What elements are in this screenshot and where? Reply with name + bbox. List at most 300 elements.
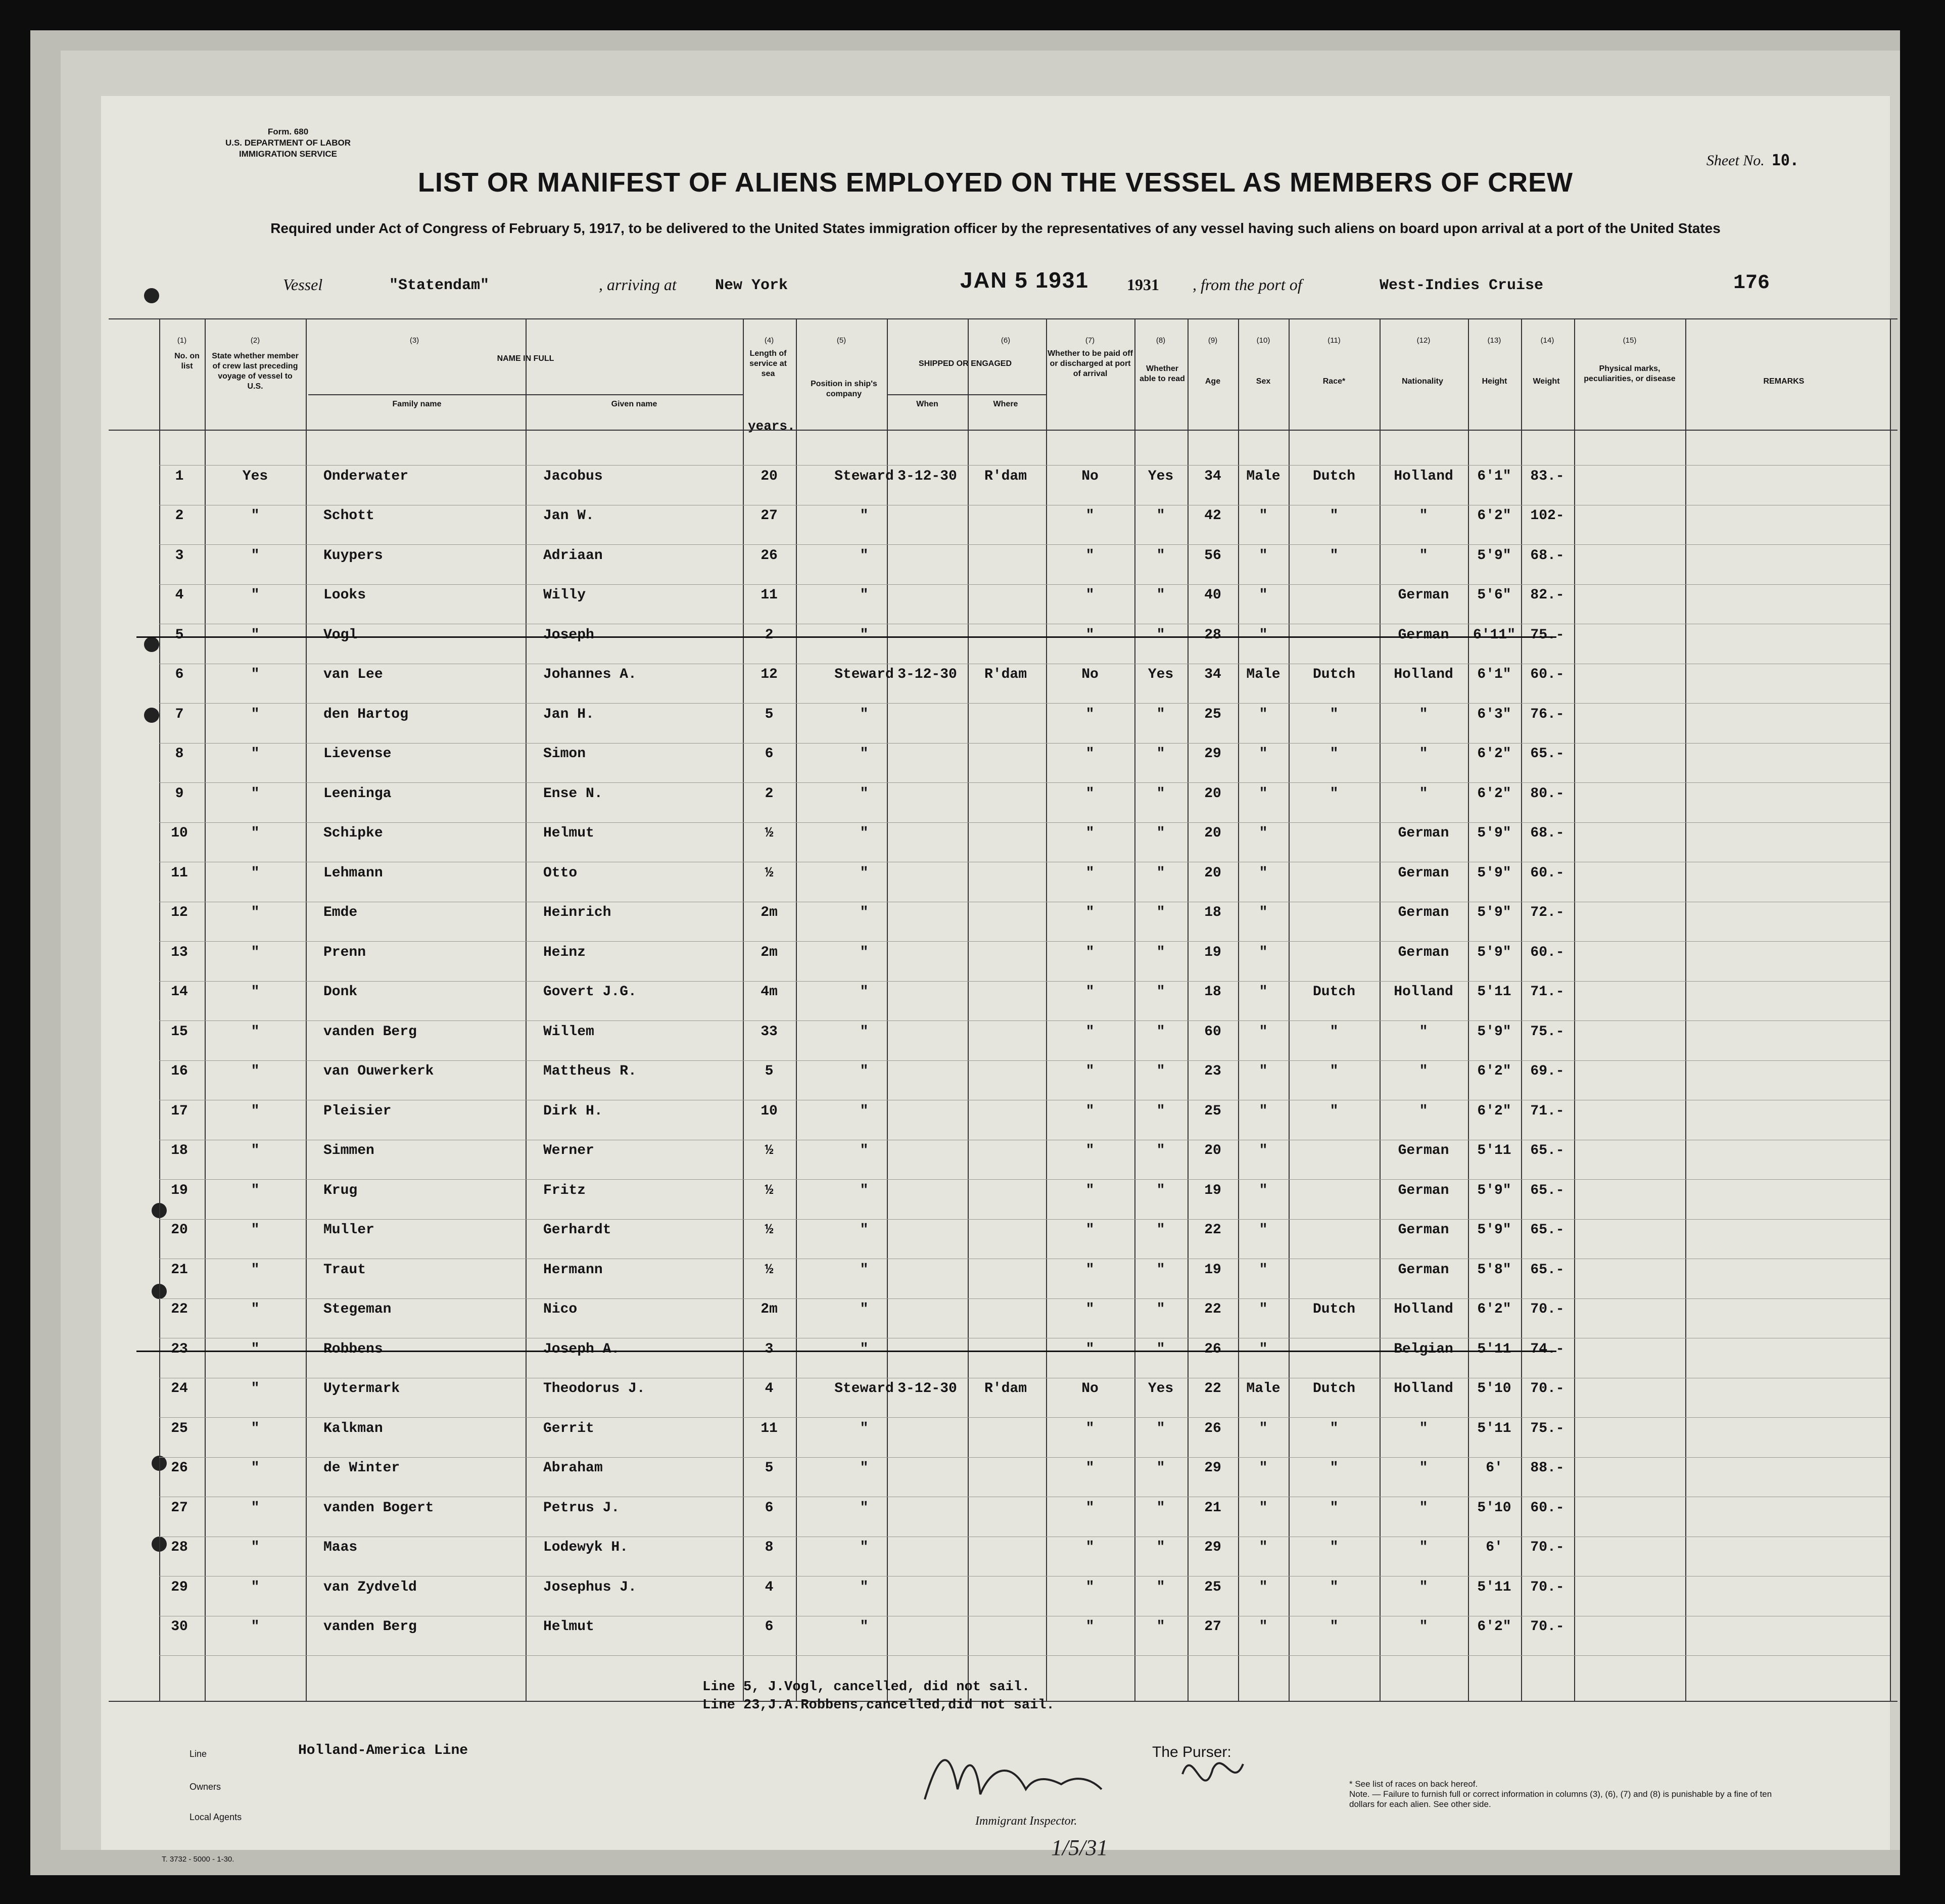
cell-given: Gerrit xyxy=(543,1420,594,1436)
cell-length: 10 xyxy=(761,1103,778,1119)
cell-position: " xyxy=(860,825,869,841)
cell-sex: " xyxy=(1259,1302,1268,1317)
cell-read: " xyxy=(1156,1500,1165,1516)
cell-when: 3-12-30 xyxy=(897,667,957,682)
cell-height: 5'9" xyxy=(1477,944,1511,960)
cell-paid: " xyxy=(1085,944,1095,960)
cell-height: 6'11" xyxy=(1473,627,1516,643)
cell-member: " xyxy=(251,627,260,643)
cell-no: 8 xyxy=(175,746,184,762)
column-number: (2) xyxy=(250,336,260,345)
cell-height: 6'2" xyxy=(1477,1063,1511,1079)
cell-paid: " xyxy=(1085,746,1095,762)
cell-family: Kalkman xyxy=(323,1420,383,1436)
cell-age: 29 xyxy=(1204,746,1221,762)
cell-given: Mattheus R. xyxy=(543,1063,637,1079)
cell-no: 11 xyxy=(171,865,188,881)
cell-member: " xyxy=(251,785,260,802)
cell-length: 4m xyxy=(761,984,778,1000)
cell-no: 14 xyxy=(171,984,188,1000)
cell-height: 6'3" xyxy=(1477,706,1511,722)
cell-weight: 71.- xyxy=(1530,1103,1564,1119)
cell-sex: " xyxy=(1259,706,1268,722)
cell-sex: " xyxy=(1259,905,1268,920)
cell-height: 6'2" xyxy=(1477,508,1511,524)
row-rule xyxy=(159,584,1890,585)
cell-length: 5 xyxy=(765,1460,774,1476)
cell-weight: 65.- xyxy=(1530,1182,1564,1198)
header-remarks: REMARKS xyxy=(1763,377,1805,386)
cell-family: vanden Berg xyxy=(323,1619,417,1635)
header-weight: Weight xyxy=(1533,377,1560,386)
cell-paid: " xyxy=(1085,1182,1095,1198)
cell-given: Theodorus J. xyxy=(543,1381,645,1397)
cell-read: " xyxy=(1156,1103,1165,1119)
cell-read: " xyxy=(1156,1063,1165,1079)
cell-nationality: " xyxy=(1419,1500,1428,1516)
cell-age: 23 xyxy=(1204,1063,1221,1079)
cell-age: 20 xyxy=(1204,1143,1221,1158)
cell-nationality: " xyxy=(1419,785,1428,802)
column-number: (7) xyxy=(1085,336,1095,345)
cell-height: 5'11 xyxy=(1477,984,1511,1000)
cell-no: 15 xyxy=(171,1024,188,1040)
cell-paid: " xyxy=(1085,1579,1095,1595)
cell-sex: Male xyxy=(1246,1381,1280,1397)
cell-member: " xyxy=(251,865,260,881)
cell-race: " xyxy=(1330,508,1339,524)
cell-nationality: " xyxy=(1419,547,1428,564)
cell-weight: 60.- xyxy=(1530,1500,1564,1516)
row-rule xyxy=(159,1179,1890,1180)
cell-paid: " xyxy=(1085,905,1095,920)
cell-paid: " xyxy=(1085,1103,1095,1119)
cell-nationality: Holland xyxy=(1394,984,1453,1000)
cell-nationality: " xyxy=(1419,1619,1428,1635)
cell-family: van Ouwerkerk xyxy=(323,1063,434,1079)
cell-nationality: Holland xyxy=(1394,1381,1453,1397)
cell-nationality: " xyxy=(1419,1420,1428,1436)
cell-age: 19 xyxy=(1204,1182,1221,1198)
cell-height: 6' xyxy=(1486,1460,1503,1476)
cell-family: Krug xyxy=(323,1182,358,1198)
cell-nationality: " xyxy=(1419,1024,1428,1040)
cell-race: Dutch xyxy=(1312,1381,1356,1397)
cell-age: 60 xyxy=(1204,1024,1221,1040)
cell-position: " xyxy=(860,1222,869,1238)
cell-height: 5'11 xyxy=(1477,1143,1511,1158)
cell-length: 33 xyxy=(761,1024,778,1040)
cell-age: 22 xyxy=(1204,1222,1221,1238)
cell-nationality: Holland xyxy=(1394,1302,1453,1317)
cell-given: Joseph xyxy=(543,627,594,643)
cell-given: Govert J.G. xyxy=(543,984,637,1000)
cell-height: 5'11 xyxy=(1477,1579,1511,1595)
note-line-23: Line 23,J.A.Robbens,cancelled,did not sail. xyxy=(702,1698,1055,1713)
cell-length: 6 xyxy=(765,1619,774,1635)
cell-length: ½ xyxy=(765,1182,774,1198)
cell-sex: " xyxy=(1259,944,1268,960)
row-rule xyxy=(159,1417,1890,1418)
cell-no: 27 xyxy=(171,1500,188,1516)
cell-family: Vogl xyxy=(323,627,358,643)
cell-family: vanden Berg xyxy=(323,1024,417,1040)
cell-position: " xyxy=(860,944,869,960)
cell-member: Yes xyxy=(242,468,268,484)
cell-sex: Male xyxy=(1246,468,1280,484)
cell-member: " xyxy=(251,746,260,762)
cell-paid: " xyxy=(1085,865,1095,881)
cell-given: Johannes A. xyxy=(543,667,637,682)
cell-length: ½ xyxy=(765,865,774,881)
document-title: LIST OR MANIFEST OF ALIENS EMPLOYED ON THE VESSEL AS MEMBERS OF CREW xyxy=(417,167,1574,198)
cell-height: 6'1" xyxy=(1477,468,1511,484)
cell-nationality: German xyxy=(1398,1182,1449,1198)
cell-given: Adriaan xyxy=(543,547,603,564)
cell-age: 42 xyxy=(1204,508,1221,524)
cell-weight: 71.- xyxy=(1530,984,1564,1000)
cell-paid: No xyxy=(1081,468,1099,484)
years-unit: years. xyxy=(748,419,795,434)
cell-weight: 70.- xyxy=(1530,1579,1564,1595)
line-label: Line xyxy=(189,1749,207,1759)
cell-member: " xyxy=(251,1262,260,1278)
cell-age: 20 xyxy=(1204,865,1221,881)
header-name: NAME IN FULL xyxy=(497,354,554,363)
column-divider xyxy=(1890,318,1891,1701)
cell-race: " xyxy=(1330,1420,1339,1436)
cell-height: 5'11 xyxy=(1477,1341,1511,1357)
row-rule xyxy=(159,822,1890,823)
cell-given: Heinrich xyxy=(543,905,611,920)
cell-family: vanden Bogert xyxy=(323,1500,434,1516)
form-number: Form. 680 xyxy=(267,127,309,136)
cell-nationality: German xyxy=(1398,944,1449,960)
manifest-sheet xyxy=(101,96,1890,1864)
cell-family: Lehmann xyxy=(323,865,383,881)
cell-read: " xyxy=(1156,1420,1165,1436)
cell-age: 27 xyxy=(1204,1619,1221,1635)
cell-weight: 68.- xyxy=(1530,825,1564,841)
cell-age: 34 xyxy=(1204,468,1221,484)
cell-length: 11 xyxy=(761,587,778,603)
cell-length: 6 xyxy=(765,1500,774,1516)
cell-age: 40 xyxy=(1204,587,1221,603)
note-line-5: Line 5, J.Vogl, cancelled, did not sail. xyxy=(702,1680,1030,1695)
cell-height: 5'9" xyxy=(1477,1222,1511,1238)
cell-length: 3 xyxy=(765,1341,774,1357)
cell-sex: " xyxy=(1259,984,1268,1000)
cell-member: " xyxy=(251,1341,260,1357)
cell-no: 1 xyxy=(175,468,184,484)
header-family-name: Family name xyxy=(392,400,442,408)
cell-weight: 75.- xyxy=(1530,1420,1564,1436)
cell-length: 5 xyxy=(765,1063,774,1079)
cell-sex: " xyxy=(1259,508,1268,524)
cell-member: " xyxy=(251,1063,260,1079)
cell-given: Jan H. xyxy=(543,706,594,722)
row-rule xyxy=(159,743,1890,744)
document-subtitle: Required under Act of Congress of February 5, 1917, to be delivered to the United States immigration officer by the representatives of any vessel having such aliens on board upon arrival at a port of the United States xyxy=(270,220,1721,236)
cell-family: Robbens xyxy=(323,1341,383,1357)
cell-weight: 70.- xyxy=(1530,1381,1564,1397)
cell-paid: " xyxy=(1085,1540,1095,1555)
arriving-label: , arriving at xyxy=(599,275,677,294)
cell-weight: 82.- xyxy=(1530,587,1564,603)
row-rule xyxy=(159,941,1890,942)
cell-nationality: " xyxy=(1419,706,1428,722)
cell-age: 56 xyxy=(1204,547,1221,564)
cell-paid: " xyxy=(1085,1063,1095,1079)
cell-weight: 70.- xyxy=(1530,1619,1564,1635)
cell-position: " xyxy=(860,1540,869,1555)
cell-race: " xyxy=(1330,547,1339,564)
header-physical-marks: Physical marks, peculiarities, or disease xyxy=(1584,364,1676,383)
cell-age: 26 xyxy=(1204,1341,1221,1357)
cell-height: 5'9" xyxy=(1477,547,1511,564)
cell-height: 6'2" xyxy=(1477,1619,1511,1635)
arrival-port: New York xyxy=(715,277,788,294)
cell-age: 25 xyxy=(1204,1579,1221,1595)
cell-family: Donk xyxy=(323,984,358,1000)
cell-paid: " xyxy=(1085,627,1095,643)
cell-given: Ense N. xyxy=(543,785,603,802)
cell-given: Abraham xyxy=(543,1460,603,1476)
cell-position: " xyxy=(860,1460,869,1476)
cell-family: Stegeman xyxy=(323,1302,392,1317)
cell-length: ½ xyxy=(765,1222,774,1238)
cell-weight: 74.- xyxy=(1530,1341,1564,1357)
cell-age: 28 xyxy=(1204,627,1221,643)
cell-position: " xyxy=(860,905,869,920)
cell-sex: " xyxy=(1259,1500,1268,1516)
owners-label: Owners xyxy=(189,1782,221,1792)
cell-length: 2 xyxy=(765,785,774,802)
cell-position: " xyxy=(860,587,869,603)
cell-no: 29 xyxy=(171,1579,188,1595)
cell-weight: 65.- xyxy=(1530,1262,1564,1278)
cell-height: 6'2" xyxy=(1477,1103,1511,1119)
cell-given: Heinz xyxy=(543,944,586,960)
cell-height: 6' xyxy=(1486,1540,1503,1555)
subheader-divider xyxy=(887,394,1046,395)
cell-length: ½ xyxy=(765,1262,774,1278)
cell-member: " xyxy=(251,706,260,722)
cell-read: " xyxy=(1156,1460,1165,1476)
cell-height: 5'8" xyxy=(1477,1262,1511,1278)
cell-length: 6 xyxy=(765,746,774,762)
cell-read: Yes xyxy=(1148,468,1174,484)
cell-nationality: " xyxy=(1419,1063,1428,1079)
cell-given: Fritz xyxy=(543,1182,586,1198)
cell-sex: " xyxy=(1259,1063,1268,1079)
cell-length: 27 xyxy=(761,508,778,524)
cell-family: van Lee xyxy=(323,667,383,682)
cell-family: Schipke xyxy=(323,825,383,841)
cell-length: 2m xyxy=(761,944,778,960)
cell-given: Gerhardt xyxy=(543,1222,611,1238)
row-rule xyxy=(159,782,1890,783)
cell-family: van Zydveld xyxy=(323,1579,417,1595)
inspector-signature xyxy=(910,1729,1364,1825)
cell-read: " xyxy=(1156,627,1165,643)
cell-given: Nico xyxy=(543,1302,578,1317)
cell-given: Helmut xyxy=(543,825,594,841)
cell-height: 5'9" xyxy=(1477,865,1511,881)
column-number: (12) xyxy=(1416,336,1431,345)
cell-paid: " xyxy=(1085,1500,1095,1516)
column-divider xyxy=(205,318,206,1701)
cell-nationality: Holland xyxy=(1394,468,1453,484)
cell-no: 18 xyxy=(171,1143,188,1158)
cell-given: Petrus J. xyxy=(543,1500,620,1516)
cell-sex: " xyxy=(1259,825,1268,841)
cell-position: " xyxy=(860,1182,869,1198)
cell-position: " xyxy=(860,1103,869,1119)
header-read: Whether able to read xyxy=(1140,364,1185,383)
cell-paid: " xyxy=(1085,1420,1095,1436)
year: 1931 xyxy=(1127,275,1159,294)
cell-weight: 65.- xyxy=(1530,1143,1564,1158)
cell-position: " xyxy=(860,508,869,524)
department-name: U.S. DEPARTMENT OF LABOR xyxy=(225,138,351,148)
cell-paid: " xyxy=(1085,508,1095,524)
column-divider xyxy=(1134,318,1135,1701)
cell-member: " xyxy=(251,1103,260,1119)
header-age: Age xyxy=(1205,377,1221,386)
table-border xyxy=(109,318,1897,319)
cell-weight: 69.- xyxy=(1530,1063,1564,1079)
cell-read: " xyxy=(1156,785,1165,802)
cell-member: " xyxy=(251,1460,260,1476)
cell-no: 23 xyxy=(171,1341,188,1357)
column-divider xyxy=(1685,318,1686,1701)
row-rule xyxy=(159,1655,1890,1656)
cell-read: " xyxy=(1156,1182,1165,1198)
header-length: Length of service at sea xyxy=(749,349,787,378)
cell-no: 25 xyxy=(171,1420,188,1436)
cell-when: 3-12-30 xyxy=(897,1381,957,1397)
cell-sex: " xyxy=(1259,1420,1268,1436)
cell-weight: 60.- xyxy=(1530,944,1564,960)
cell-family: Kuypers xyxy=(323,547,383,564)
cell-when: 3-12-30 xyxy=(897,468,957,484)
cell-given: Jan W. xyxy=(543,508,594,524)
cell-member: " xyxy=(251,905,260,920)
header-where: Where xyxy=(993,400,1018,408)
from-port: West-Indies Cruise xyxy=(1380,277,1544,294)
cell-age: 21 xyxy=(1204,1500,1221,1516)
cell-no: 20 xyxy=(171,1222,188,1238)
cell-weight: 70.- xyxy=(1530,1302,1564,1317)
cell-position: " xyxy=(860,1420,869,1436)
cell-race: " xyxy=(1330,1103,1339,1119)
row-rule xyxy=(159,1020,1890,1021)
cell-read: " xyxy=(1156,547,1165,564)
cell-given: Josephus J. xyxy=(543,1579,637,1595)
cell-member: " xyxy=(251,944,260,960)
cell-weight: 72.- xyxy=(1530,905,1564,920)
cell-position: Steward xyxy=(834,667,894,682)
cell-paid: " xyxy=(1085,1024,1095,1040)
cell-no: 3 xyxy=(175,547,184,564)
cell-paid: " xyxy=(1085,1341,1095,1357)
date-stamp: JAN 5 1931 xyxy=(960,268,1089,293)
cell-length: 5 xyxy=(765,706,774,722)
cell-paid: " xyxy=(1085,1460,1095,1476)
cell-length: 2 xyxy=(765,627,774,643)
column-number: (14) xyxy=(1540,336,1554,345)
cell-family: Looks xyxy=(323,587,366,603)
cell-member: " xyxy=(251,1500,260,1516)
cell-nationality: German xyxy=(1398,1222,1449,1238)
column-number: (15) xyxy=(1623,336,1637,345)
cell-sex: " xyxy=(1259,1579,1268,1595)
column-divider xyxy=(1468,318,1469,1701)
cell-read: " xyxy=(1156,706,1165,722)
cell-paid: " xyxy=(1085,1619,1095,1635)
cell-family: Maas xyxy=(323,1540,358,1555)
cell-age: 20 xyxy=(1204,785,1221,802)
cell-sex: " xyxy=(1259,865,1268,881)
cell-weight: 80.- xyxy=(1530,785,1564,802)
cell-position: " xyxy=(860,1262,869,1278)
cell-member: " xyxy=(251,984,260,1000)
cell-length: 2m xyxy=(761,1302,778,1317)
sheet-number-label: Sheet No. xyxy=(1706,152,1765,169)
header-member: State whether member of crew last preceding voyage of vessel to U.S. xyxy=(212,352,299,391)
cell-length: 4 xyxy=(765,1579,774,1595)
header-no: No. on list xyxy=(174,352,200,370)
cell-where: R'dam xyxy=(984,1381,1027,1397)
vessel-label: Vessel xyxy=(283,275,323,294)
cell-read: " xyxy=(1156,1341,1165,1357)
cell-nationality: German xyxy=(1398,1262,1449,1278)
cell-height: 6'2" xyxy=(1477,1302,1511,1317)
cell-paid: " xyxy=(1085,825,1095,841)
cell-age: 22 xyxy=(1204,1302,1221,1317)
row-rule xyxy=(159,1457,1890,1458)
cell-no: 4 xyxy=(175,587,184,603)
cell-age: 29 xyxy=(1204,1540,1221,1555)
cell-position: " xyxy=(860,627,869,643)
column-divider xyxy=(968,318,969,1701)
cell-sex: " xyxy=(1259,785,1268,802)
cell-family: Onderwater xyxy=(323,468,409,484)
column-divider xyxy=(743,318,744,1701)
cell-nationality: " xyxy=(1419,1460,1428,1476)
cell-sex: " xyxy=(1259,1460,1268,1476)
cell-given: Willem xyxy=(543,1024,594,1040)
cell-member: " xyxy=(251,825,260,841)
column-divider xyxy=(306,318,307,1701)
cell-weight: 88.- xyxy=(1530,1460,1564,1476)
cell-read: " xyxy=(1156,1579,1165,1595)
column-divider xyxy=(796,318,797,1701)
cell-member: " xyxy=(251,1381,260,1397)
cell-read: Yes xyxy=(1148,1381,1174,1397)
cell-paid: No xyxy=(1081,1381,1099,1397)
column-number: (6) xyxy=(1001,336,1011,345)
footnote xyxy=(1349,1779,1794,1809)
cell-sex: " xyxy=(1259,547,1268,564)
cell-family: de Winter xyxy=(323,1460,400,1476)
cell-height: 5'6" xyxy=(1477,587,1511,603)
cell-paid: " xyxy=(1085,587,1095,603)
cell-given: Joseph A. xyxy=(543,1341,620,1357)
form-header xyxy=(162,126,414,160)
cell-member: " xyxy=(251,1579,260,1595)
